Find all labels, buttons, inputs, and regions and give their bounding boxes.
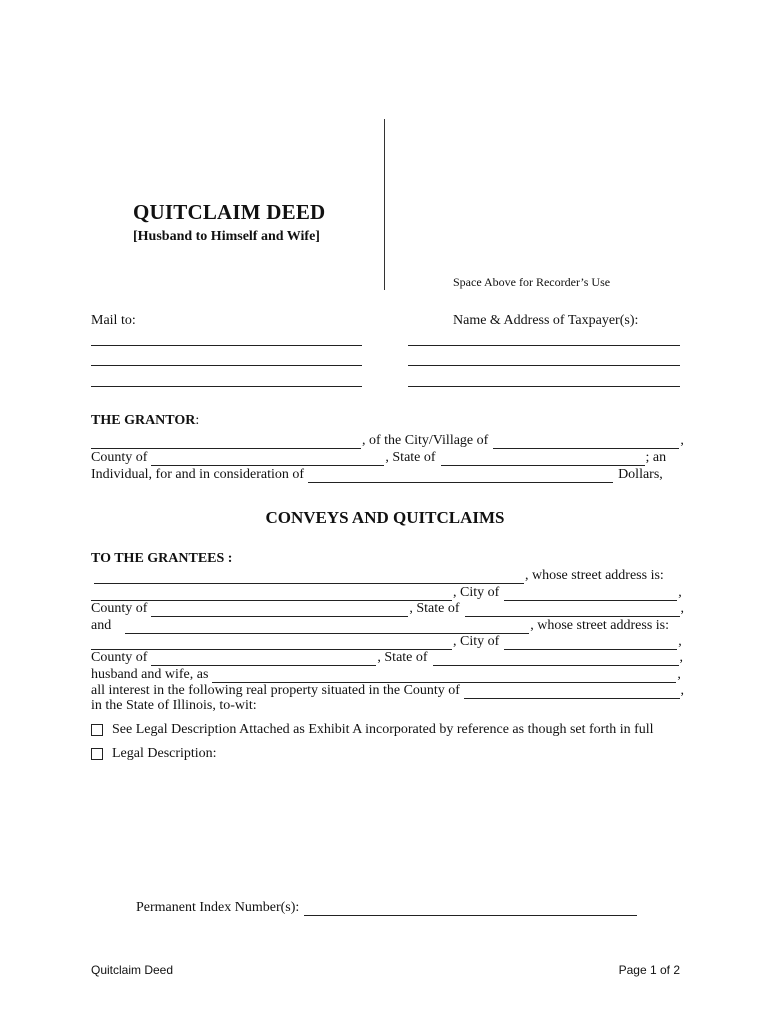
husband-wife-label: husband and wife, as xyxy=(91,667,209,682)
grantor-heading-wrap xyxy=(91,413,199,429)
grantee-2-city-field[interactable] xyxy=(504,637,677,650)
grantee-row-3 xyxy=(91,601,684,617)
grantee-row-2-comma: , xyxy=(678,585,682,600)
state-illinois-label: in the State of Illinois, to-wit: xyxy=(91,698,257,713)
grantor-state-field[interactable] xyxy=(441,453,645,466)
grantee-1-state-label: , State of xyxy=(409,601,460,616)
grantor-row-3 xyxy=(91,467,684,483)
grantor-row-1 xyxy=(91,433,684,449)
grantee-1-street-label: , whose street address is: xyxy=(525,568,664,583)
grantee-row-8-comma: , xyxy=(680,683,684,698)
of-city-village-label: , of the City/Village of xyxy=(362,433,489,448)
grantee-row-4 xyxy=(91,618,684,634)
dollars-label: Dollars, xyxy=(618,467,663,482)
legal-description-checkbox[interactable] xyxy=(91,748,103,760)
mail-to-line-3[interactable] xyxy=(91,386,362,387)
grantee-1-city-field[interactable] xyxy=(504,588,677,601)
grantee-1-county-label: County of xyxy=(91,601,148,616)
grantee-1-street-field[interactable] xyxy=(91,588,452,601)
grantees-heading: TO THE GRANTEES : xyxy=(91,551,233,566)
exhibit-a-label: See Legal Description Attached as Exhibit A incorporated by reference as though set forth in full xyxy=(112,722,654,737)
grantee-row-5 xyxy=(91,634,684,650)
mail-to-label: Mail to: xyxy=(91,313,136,328)
grantor-row-2 xyxy=(91,450,684,466)
grantee-row-5-comma: , xyxy=(678,634,682,649)
grantee-1-city-label: , City of xyxy=(453,585,500,600)
taxpayer-label: Name & Address of Taxpayer(s): xyxy=(453,313,639,328)
legal-description-label: Legal Description: xyxy=(112,746,217,761)
grantee-row-7-comma: , xyxy=(677,667,681,682)
tenancy-field[interactable] xyxy=(212,670,676,683)
grantor-colon: : xyxy=(195,413,200,428)
grantor-name-field[interactable] xyxy=(91,436,361,449)
mail-to-line-2[interactable] xyxy=(91,365,362,366)
and-label: and xyxy=(91,618,112,633)
taxpayer-line-3[interactable] xyxy=(408,386,680,387)
taxpayer-line-2[interactable] xyxy=(408,365,680,366)
document-title: QUITCLAIM DEED xyxy=(133,200,326,224)
grantee-row-6 xyxy=(91,650,684,666)
grantee-2-county-field[interactable] xyxy=(151,653,376,666)
grantee-row-6-comma: , xyxy=(679,650,684,665)
footer-document-name: Quitclaim Deed xyxy=(91,963,174,977)
grantor-state-label: , State of xyxy=(385,450,436,465)
pin-label: Permanent Index Number(s): xyxy=(136,900,300,915)
grantee-2-state-field[interactable] xyxy=(433,653,679,666)
document-subtitle: [Husband to Himself and Wife] xyxy=(133,229,320,244)
taxpayer-line-1[interactable] xyxy=(408,345,680,346)
consideration-field[interactable] xyxy=(308,470,613,483)
recorder-note: Space Above for Recorder’s Use xyxy=(453,275,611,289)
pin-row xyxy=(136,900,638,916)
grantee-row-2 xyxy=(91,585,684,601)
grantee-row-7 xyxy=(91,667,684,683)
grantor-heading: THE GRANTOR xyxy=(91,413,196,428)
mail-to-line-1[interactable] xyxy=(91,345,362,346)
grantee-row-1 xyxy=(91,568,684,584)
grantee-2-city-label: , City of xyxy=(453,634,500,649)
footer-page-number: Page 1 of 2 xyxy=(618,963,680,977)
consideration-label: Individual, for and in consideration of xyxy=(91,467,305,482)
property-county-field[interactable] xyxy=(464,686,680,699)
grantee-1-name-field[interactable] xyxy=(94,571,524,584)
grantee-2-name-field[interactable] xyxy=(125,621,529,634)
grantee-row-8 xyxy=(91,683,684,699)
all-interest-label: all interest in the following real property situated in the County of xyxy=(91,683,460,698)
exhibit-a-option[interactable] xyxy=(91,722,654,738)
grantee-1-county-field[interactable] xyxy=(151,604,408,617)
exhibit-a-checkbox[interactable] xyxy=(91,724,103,736)
recorder-divider xyxy=(384,119,385,290)
grantor-city-field[interactable] xyxy=(493,436,679,449)
grantee-2-state-label: , State of xyxy=(377,650,428,665)
grantee-1-state-field[interactable] xyxy=(465,604,680,617)
grantee-2-street-field[interactable] xyxy=(91,637,452,650)
pin-field[interactable] xyxy=(304,903,637,916)
grantor-row-1-comma: , xyxy=(680,433,684,448)
grantee-row-3-comma: , xyxy=(680,601,685,616)
legal-description-option[interactable] xyxy=(91,746,217,762)
grantor-county-label: County of xyxy=(91,450,148,465)
grantee-2-county-label: County of xyxy=(91,650,148,665)
grantor-an-label: ; an xyxy=(645,450,667,465)
grantee-2-street-label: , whose street address is: xyxy=(530,618,670,633)
conveys-heading: CONVEYS AND QUITCLAIMS xyxy=(265,508,505,527)
grantor-county-field[interactable] xyxy=(151,453,384,466)
